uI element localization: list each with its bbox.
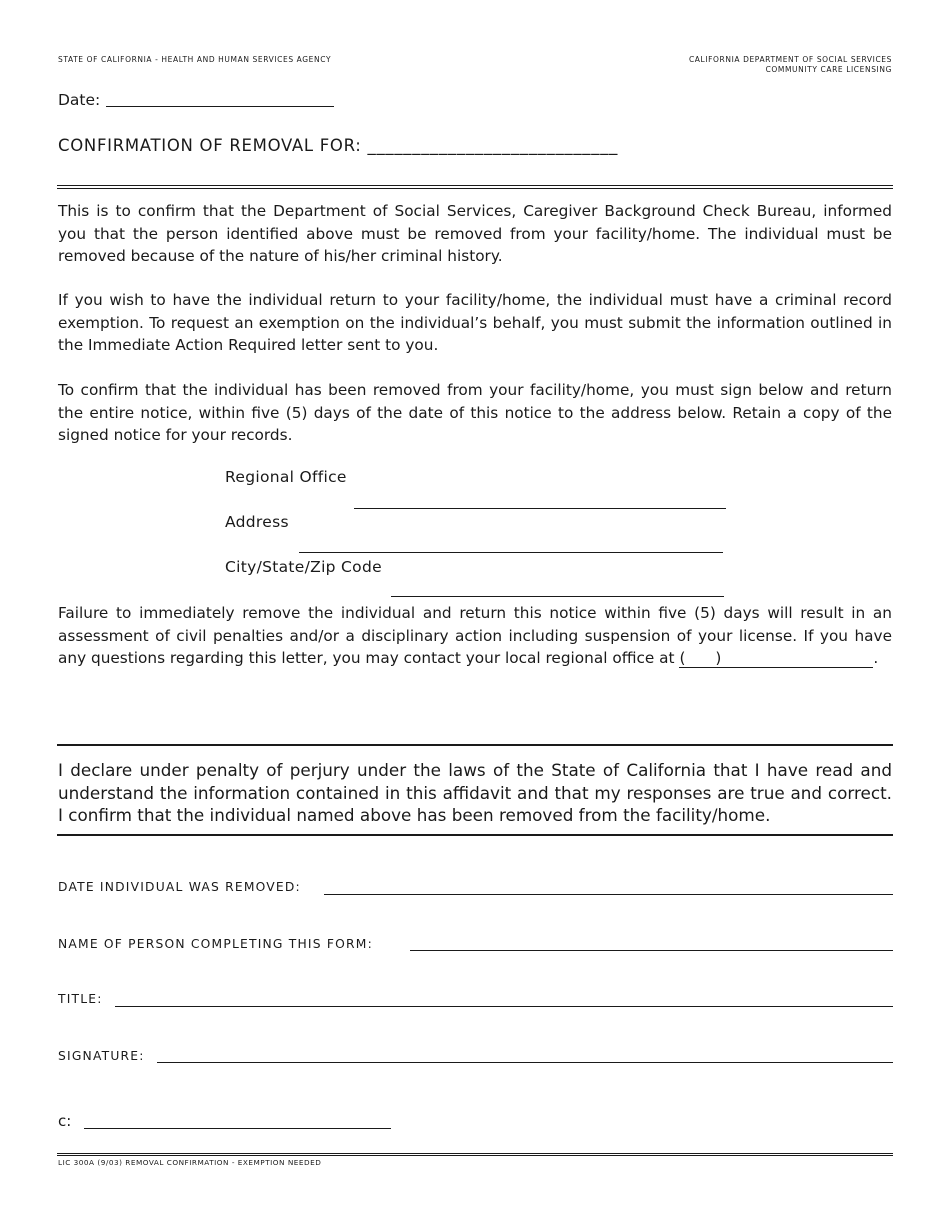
date-removed-field[interactable] — [324, 894, 893, 895]
section-divider — [57, 185, 893, 189]
title-label: TITLE: — [58, 992, 103, 1006]
completer-name-label: NAME OF PERSON COMPLETING THIS FORM: — [58, 937, 373, 951]
date-removed-label: DATE INDIVIDUAL WAS REMOVED: — [58, 880, 301, 894]
date-label: Date: — [58, 91, 101, 109]
phone-field[interactable] — [679, 649, 873, 668]
perjury-declaration: I declare under penalty of perjury under the laws of the State of California that I have read and understand the information contained in this affidavit and that my responses are true and correct. I confirm that the individual named above has been removed from the facility/home. — [58, 760, 892, 825]
area-code-close: ) — [715, 649, 722, 667]
declaration-top-rule — [57, 744, 893, 746]
footer-divider — [57, 1153, 893, 1156]
completer-name-field[interactable] — [410, 950, 893, 951]
date-field[interactable] — [106, 106, 334, 107]
declaration-bottom-rule — [57, 834, 893, 836]
confirmation-label: CONFIRMATION OF REMOVAL FOR: — [58, 136, 362, 155]
agency-header: STATE OF CALIFORNIA - HEALTH AND HUMAN SERVICES AGENCY — [58, 55, 332, 64]
copy-to-field[interactable] — [84, 1128, 391, 1129]
copy-to-label: c: — [58, 1112, 72, 1130]
form-number-footer: LIC 300A (9/03) REMOVAL CONFIRMATION - EXEMPTION NEEDED — [58, 1158, 322, 1167]
division-name: COMMUNITY CARE LICENSING — [765, 65, 892, 74]
department-header — [689, 55, 892, 75]
signature-field[interactable] — [157, 1062, 893, 1063]
city-state-zip-field[interactable] — [391, 596, 724, 597]
confirmation-row — [58, 136, 618, 155]
area-code-open: ( — [679, 649, 686, 667]
city-state-zip-label: City/State/Zip Code — [225, 558, 382, 576]
paragraph-exemption: If you wish to have the individual return to your facility/home, the individual must have a criminal record exemption. To request an exemption on the individual’s behalf, you must submit the information outlined in the Immediate Action Required letter sent to you. — [58, 291, 892, 354]
failure-text: Failure to immediately remove the individual and return this notice within five (5) days will result in an assessment of civil penalties and/or a disciplinary action including suspension of your license. If you have any questions regarding this letter, you may contact your local regional office at — [58, 604, 892, 667]
paragraph-confirm: To confirm that the individual has been removed from your facility/home, you must sign below and return the entire notice, within five (5) days of the date of this notice to the address below. Retain a copy of the signed notice for your records. — [58, 381, 892, 444]
title-field[interactable] — [115, 1006, 893, 1007]
failure-period: . — [873, 649, 879, 667]
paragraph-failure — [58, 602, 892, 670]
regional-office-field[interactable] — [354, 508, 726, 509]
address-label: Address — [225, 513, 289, 531]
regional-office-label: Regional Office — [225, 468, 347, 486]
signature-label: SIGNATURE: — [58, 1049, 145, 1063]
paragraph-notice: This is to confirm that the Department of Social Services, Caregiver Background Check Bureau, informed you that the person identified above must be removed from your facility/home. The individual must be removed because of the nature of his/her criminal history. — [58, 202, 892, 265]
address-field[interactable] — [299, 552, 723, 553]
confirmation-name-field[interactable]: ____________________________ — [367, 136, 619, 155]
department-name: CALIFORNIA DEPARTMENT OF SOCIAL SERVICES — [688, 55, 892, 64]
